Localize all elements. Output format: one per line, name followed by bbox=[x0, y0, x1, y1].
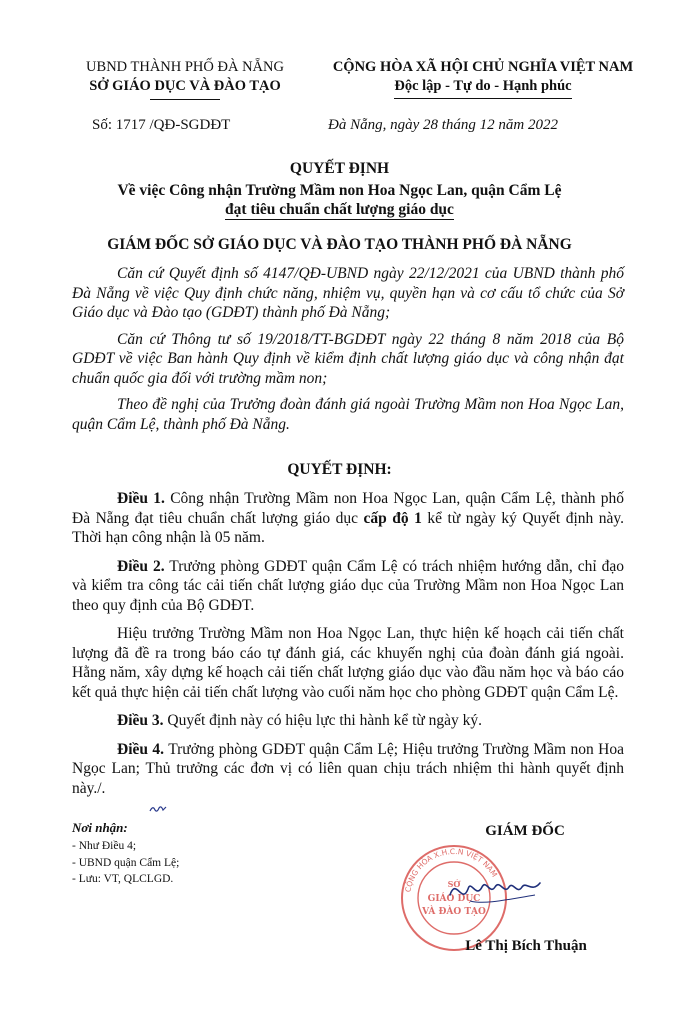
article-2-paragraph-2: Hiệu trưởng Trường Mầm non Hoa Ngọc Lan, thực hiện kế hoạch cải tiến chất lượng đã đề ra trong báo cáo tự đánh giá, các khuyến nghị của đoàn đánh giá ngoài. Hằng năm, xây dựng kế hoạch cải tiến chất lượng giáo dục vào đầu năm học và báo cáo kết quả thực hiện cải tiến chất lượng vào cuối năm học cho phòng GDĐT quận Cẩm Lệ. bbox=[72, 625, 624, 701]
recipient-item: - Như Điều 4; bbox=[72, 840, 137, 852]
agency-parent: UBND THÀNH PHỐ ĐÀ NẴNG bbox=[86, 59, 284, 75]
basis-3: Theo đề nghị của Trưởng đoàn đánh giá ngoài Trường Mầm non Hoa Ngọc Lan, quận Cẩm Lệ, thành phố Đà Nẵng. bbox=[72, 396, 624, 433]
stamp-line-1: SỞ bbox=[447, 879, 461, 889]
nation-header bbox=[318, 58, 648, 99]
article-2-label: Điều 2. bbox=[117, 557, 165, 575]
nation-name: CỘNG HÒA XÃ HỘI CHỦ NGHĨA VIỆT NAM bbox=[332, 59, 634, 75]
article-4-text: Trưởng phòng GDĐT quận Cẩm Lệ; Hiệu trưởng Trường Mầm non Hoa Ngọc Lan; Thủ trưởng các đơn vị có liên quan chịu trách nhiệm thi hành quyết định này./. bbox=[72, 740, 625, 797]
article-1-level: cấp độ 1 bbox=[363, 509, 422, 527]
issuing-authority: GIÁM ĐỐC SỞ GIÁO DỤC VÀ ĐÀO TẠO THÀNH PHỐ ĐÀ NẴNG bbox=[107, 236, 572, 253]
stamp-line-2: GIÁO DỤC bbox=[427, 894, 481, 904]
subject-line-2-wrap bbox=[0, 201, 679, 220]
recipients-title: Nơi nhận: bbox=[72, 820, 128, 835]
article-1-text-a: Công nhận Trường Mầm non Hoa Ngọc Lan, quận Cẩm Lệ, thành phố Đà Nẵng đạt tiêu chuẩn chất lượng giáo dục bbox=[72, 490, 624, 527]
article-1-text-b: kể từ ngày ký Quyết định này. Thời hạn công nhận là 05 năm. bbox=[72, 509, 624, 546]
article-3-text: Quyết định này có hiệu lực thi hành kể từ ngày ký. bbox=[163, 712, 483, 729]
articles bbox=[72, 489, 624, 798]
recipient-item: - Lưu: VT, QLCLGD. bbox=[72, 873, 174, 885]
agency-name: SỞ GIÁO DỤC VÀ ĐÀO TẠO bbox=[89, 78, 281, 94]
recipients-list bbox=[72, 838, 179, 888]
article-2 bbox=[72, 557, 624, 616]
initial-mark bbox=[148, 804, 168, 814]
signer-title: GIÁM ĐỐC bbox=[485, 823, 565, 839]
document-type: QUYẾT ĐỊNH bbox=[289, 160, 390, 177]
legal-bases bbox=[72, 264, 624, 434]
national-motto: Độc lập - Tự do - Hạnh phúc bbox=[394, 77, 571, 99]
subject-line-2: đạt tiêu chuẩn chất lượng giáo dục bbox=[225, 201, 454, 218]
agency-underline bbox=[150, 99, 220, 100]
basis-2: Căn cứ Thông tư số 19/2018/TT-BGDĐT ngày 22 tháng 8 năm 2018 của Bộ GDĐT về việc Ban hành Quy định về kiểm định chất lượng giáo dục và công nhận đạt chuẩn quốc gia đối với trường mầm non; bbox=[72, 330, 624, 387]
article-1-label: Điều 1. bbox=[117, 490, 165, 507]
handwritten-signature bbox=[440, 865, 550, 915]
agency-header bbox=[60, 58, 310, 100]
recipient-item: - UBND quận Cẩm Lệ; bbox=[72, 856, 180, 869]
subject-line-1: Về việc Công nhận Trường Mầm non Hoa Ngọc Lan, quận Cẩm Lệ bbox=[117, 182, 562, 199]
stamp-line-3: VÀ ĐÀO TẠO bbox=[422, 907, 486, 917]
article-3 bbox=[72, 711, 624, 731]
document-number: Số: 1717 /QĐ-SGDĐT bbox=[92, 117, 231, 133]
signer-name: Lê Thị Bích Thuận bbox=[465, 938, 587, 954]
article-3-label: Điều 3. bbox=[117, 712, 164, 729]
decision-heading: QUYẾT ĐỊNH: bbox=[287, 461, 392, 478]
article-4 bbox=[72, 740, 624, 799]
stamp-ring-text: CỘNG HÒA X.H.C.N VIỆT NAM bbox=[403, 846, 500, 893]
article-1 bbox=[72, 489, 624, 548]
basis-1: Căn cứ Quyết định số 4147/QĐ-UBND ngày 22/12/2021 của UBND thành phố Đà Nẵng về việc Quy định chức năng, nhiệm vụ, quyền hạn và cơ cấu tổ chức của Sở Giáo dục và Đào tạo (GDĐT) thành phố Đà Nẵng; bbox=[72, 265, 624, 321]
article-2-text: Trưởng phòng GDĐT quận Cẩm Lệ có trách nhiệm hướng dẫn, chỉ đạo và kiểm tra công tác cải tiến chất lượng giáo dục của Trường Mầm non Hoa Ngọc Lan theo quy định của Bộ GDĐT. bbox=[72, 557, 624, 614]
place-date: Đà Nẵng, ngày 28 tháng 12 năm 2022 bbox=[328, 117, 558, 133]
article-4-label: Điều 4. bbox=[117, 740, 165, 758]
